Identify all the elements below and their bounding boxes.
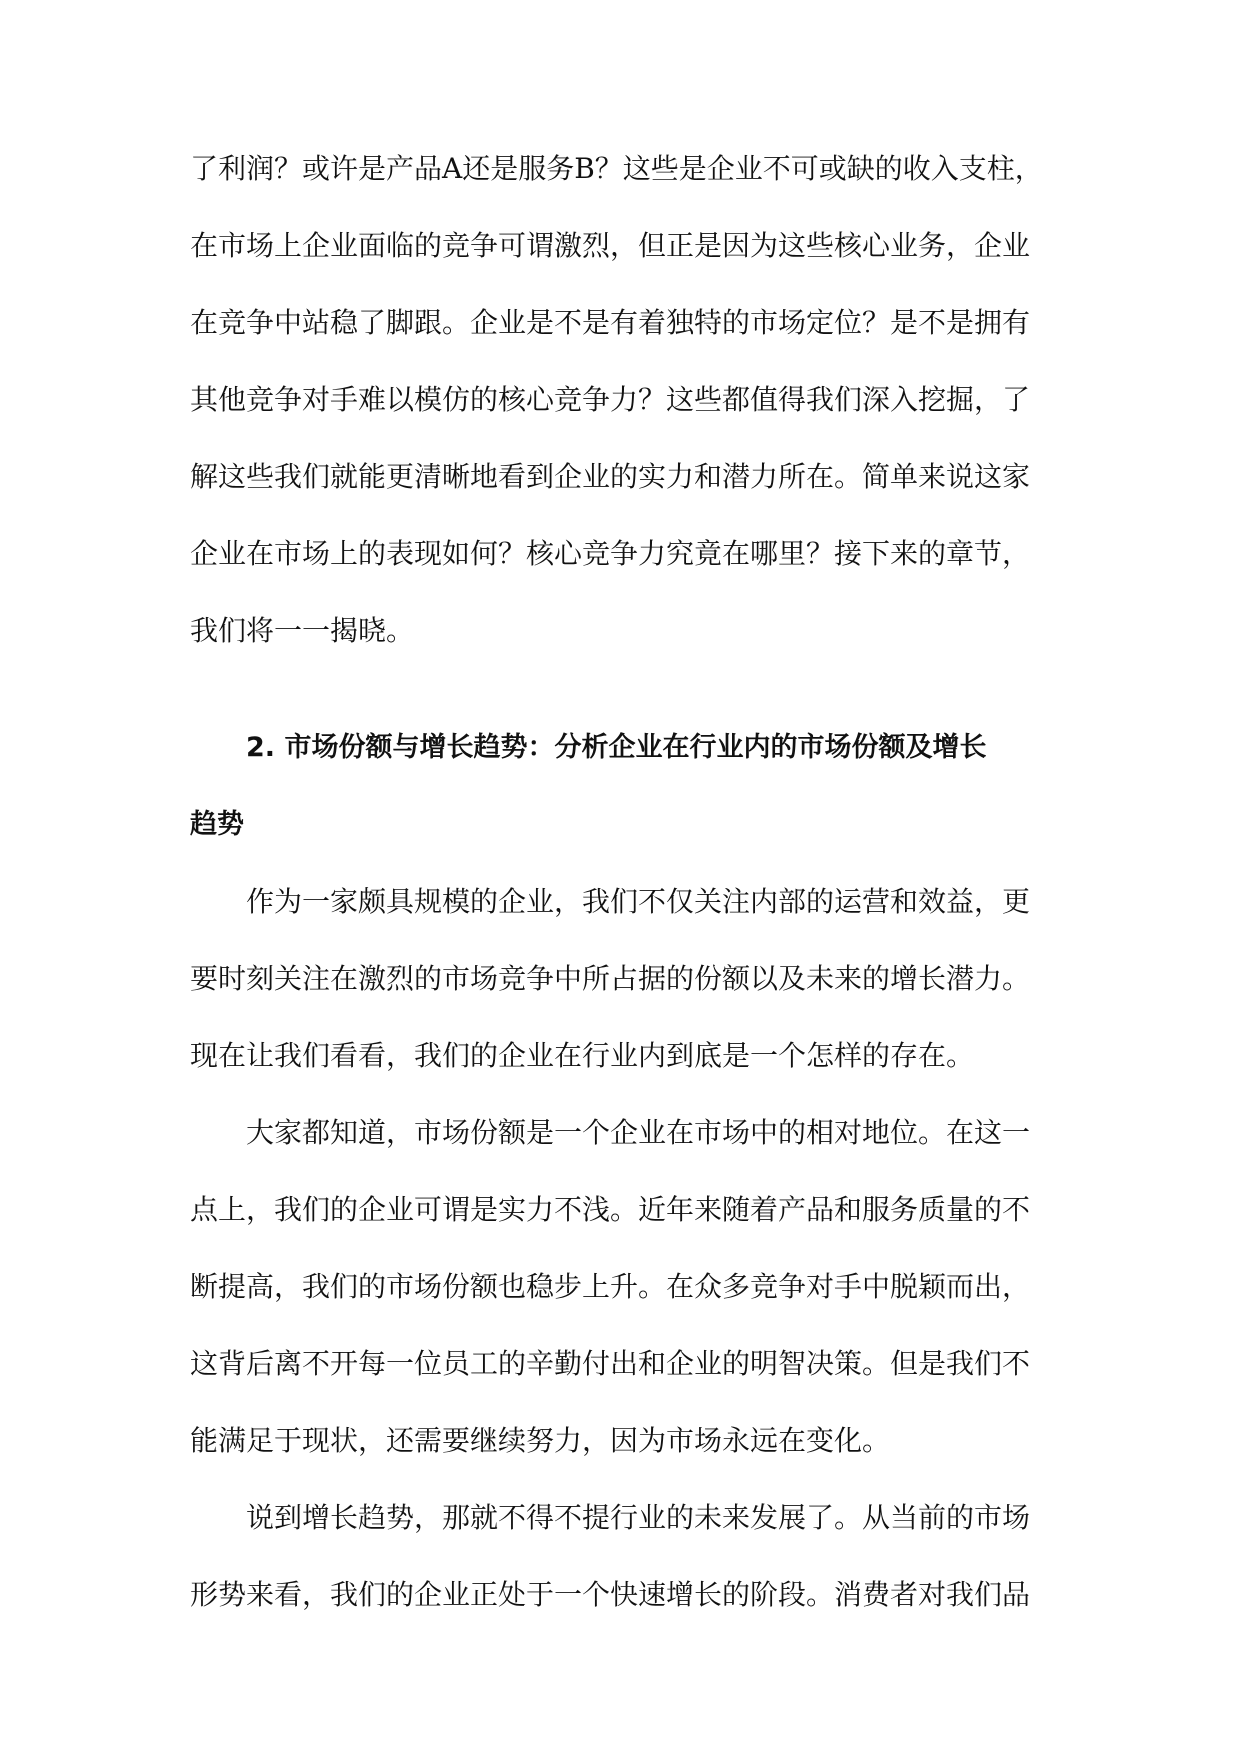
text-line: 形势来看，我们的企业正处于一个快速增长的阶段。消费者对我们品 — [190, 1578, 1031, 1611]
text-line: 解这些我们就能更清晰地看到企业的实力和潜力所在。简单来说这家 — [190, 460, 1031, 493]
paragraph-growth-trend — [190, 1479, 1050, 1633]
text-line: 断提高，我们的市场份额也稳步上升。在众多竞争对手中脱颖而出， — [190, 1270, 1031, 1303]
text-line: 在市场上企业面临的竞争可谓激烈，但正是因为这些核心业务，企业 — [190, 229, 1031, 262]
text-line: 我们将一一揭晓。 — [190, 614, 415, 647]
heading-line: 趋势 — [190, 809, 244, 840]
heading-line: 2. 市场份额与增长趋势：分析企业在行业内的市场份额及增长 — [246, 732, 987, 763]
section-gap — [190, 669, 1050, 709]
text-line: 要时刻关注在激烈的市场竞争中所占据的份额以及未来的增长潜力。 — [190, 962, 1031, 995]
text-line: 现在让我们看看，我们的企业在行业内到底是一个怎样的存在。 — [190, 1039, 975, 1072]
paragraph-market-share — [190, 1094, 1050, 1479]
text-line: 能满足于现状，还需要继续努力，因为市场永远在变化。 — [190, 1424, 891, 1457]
paragraph-intro — [190, 863, 1050, 1094]
text-line: 作为一家颇具规模的企业，我们不仅关注内部的运营和效益，更 — [246, 885, 1031, 918]
text-line: 大家都知道，市场份额是一个企业在市场中的相对地位。在这一 — [246, 1116, 1031, 1149]
paragraph-core-business — [190, 130, 1050, 669]
text-line: 在竞争中站稳了脚跟。企业是不是有着独特的市场定位？是不是拥有 — [190, 306, 1031, 339]
text-line: 说到增长趋势，那就不得不提行业的未来发展了。从当前的市场 — [246, 1501, 1031, 1534]
text-line: 点上，我们的企业可谓是实力不浅。近年来随着产品和服务质量的不 — [190, 1193, 1031, 1226]
text-line: 这背后离不开每一位员工的辛勤付出和企业的明智决策。但是我们不 — [190, 1347, 1031, 1380]
section-heading — [190, 709, 1050, 863]
document-page — [190, 130, 1050, 1633]
text-line: 企业在市场上的表现如何？核心竞争力究竟在哪里？接下来的章节， — [190, 537, 1031, 570]
text-line: 了利润？或许是产品A还是服务B？这些是企业不可或缺的收入支柱， — [190, 152, 1043, 185]
text-line: 其他竞争对手难以模仿的核心竞争力？这些都值得我们深入挖掘，了 — [190, 383, 1031, 416]
